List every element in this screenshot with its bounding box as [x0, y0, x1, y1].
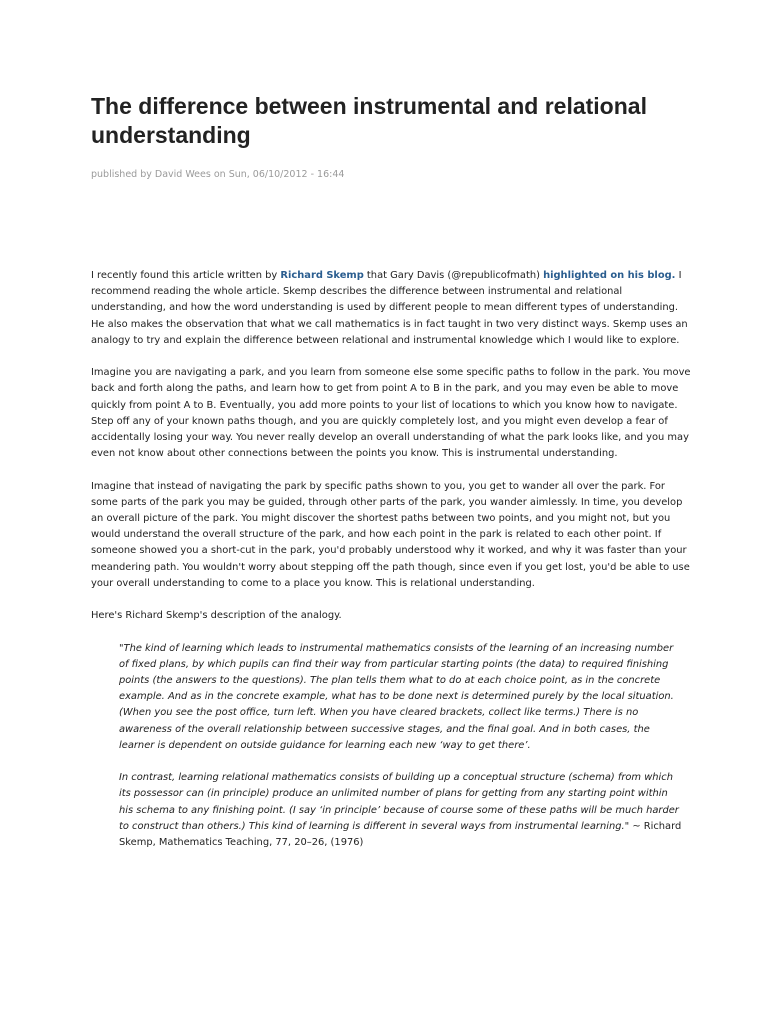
paragraph-instrumental: Imagine you are navigating a park, and you learn from someone else some specific paths to follow in the park. You move back and forth along the paths, and learn how to get from point A to B in the park, and you may even be able to move quickly from point A to B. Eventually, you add more points to your list of locations to which you know how to navigate. Step off any of your known paths though, and you are quickly completely lost, and you might even develop a fear of accidentally losing your way. You never really develop an overall understanding of what the park looks like, and you may even not know about other connections between the points you know. This is instrumental understanding. [91, 367, 691, 460]
paragraph-intro [91, 268, 691, 349]
quote-citation: ~ Richard Skemp, Mathematics Teaching, 77, 20–26, (1976) [119, 820, 682, 849]
richard-skemp-link[interactable]: Richard Skemp [280, 270, 364, 281]
quote-paragraph-2 [119, 770, 685, 851]
quote-paragraph-1: "The kind of learning which leads to instrumental mathematics consists of the learning of an increasing number of fixed plans, by which pupils can find their way from particular starting points (the data) to required finishing points (the answers to the questions). The plan tells them what to do at each choice point, as in the concrete example. And as in the concrete example, what has to be done next is determined purely by the local situation. (When you see the post office, turn left. When you have cleared brackets, collect like terms.) There is no awareness of the overall relationship between successive stages, and the final goal. And in both cases, the learner is dependent on outside guidance for learning each new ‘way to get there’. [119, 642, 674, 751]
paragraph-intro-text-3: I recommend reading the whole article. Skemp describes the difference between instrumental and relational understanding, and how the word understanding is used by different people to mean different types of understanding. He also makes the observation that what we call mathematics is in fact taught in two very distinct ways. Skemp uses an analogy to try and explain the difference between relational and instrumental knowledge which I would like to explore. [91, 270, 688, 346]
paragraph-intro-text-1: I recently found this article written by [91, 270, 281, 281]
paragraph-relational: Imagine that instead of navigating the park by specific paths shown to you, you get to wander all over the park. For some parts of the park you may be guided, through other parts of the park, you wander aimlessly. In time, you develop an overall picture of the park. You might discover the shortest paths between two points, and you might not, but you would understand the overall structure of the park, and how each point in the park is related to each other point. If someone showed you a short-cut in the park, you'd probably understood why it worked, and why it was faster than your meandering path. You wouldn't worry about stepping off the path though, since even if you get lost, you'd be able to use your overall understanding to come to a place you know. This is relational understanding. [91, 480, 690, 589]
highlighted-blog-link[interactable]: highlighted on his blog. [543, 270, 676, 281]
paragraph-intro-text-2: that Gary Davis (@republicofmath) [363, 270, 544, 281]
skemp-quote [119, 641, 685, 852]
quote-paragraph-2-text: In contrast, learning relational mathematics consists of building up a conceptual structure (schema) from which its possessor can (in principle) produce an unlimited number of plans for getting from any starting point within his schema to any finishing point. (I say ‘in principle’ because of course some of these paths will be much harder to construct than others.) This kind of learning is different in several ways from instrumental learning." [119, 772, 679, 832]
paragraph-analogy-intro: Here's Richard Skemp's description of the analogy. [91, 610, 342, 622]
article-meta: published by David Wees on Sun, 06/10/2012 - 16:44 [91, 169, 345, 180]
article-body [91, 268, 691, 867]
article-title: The difference between instrumental and relational understanding [91, 93, 647, 148]
